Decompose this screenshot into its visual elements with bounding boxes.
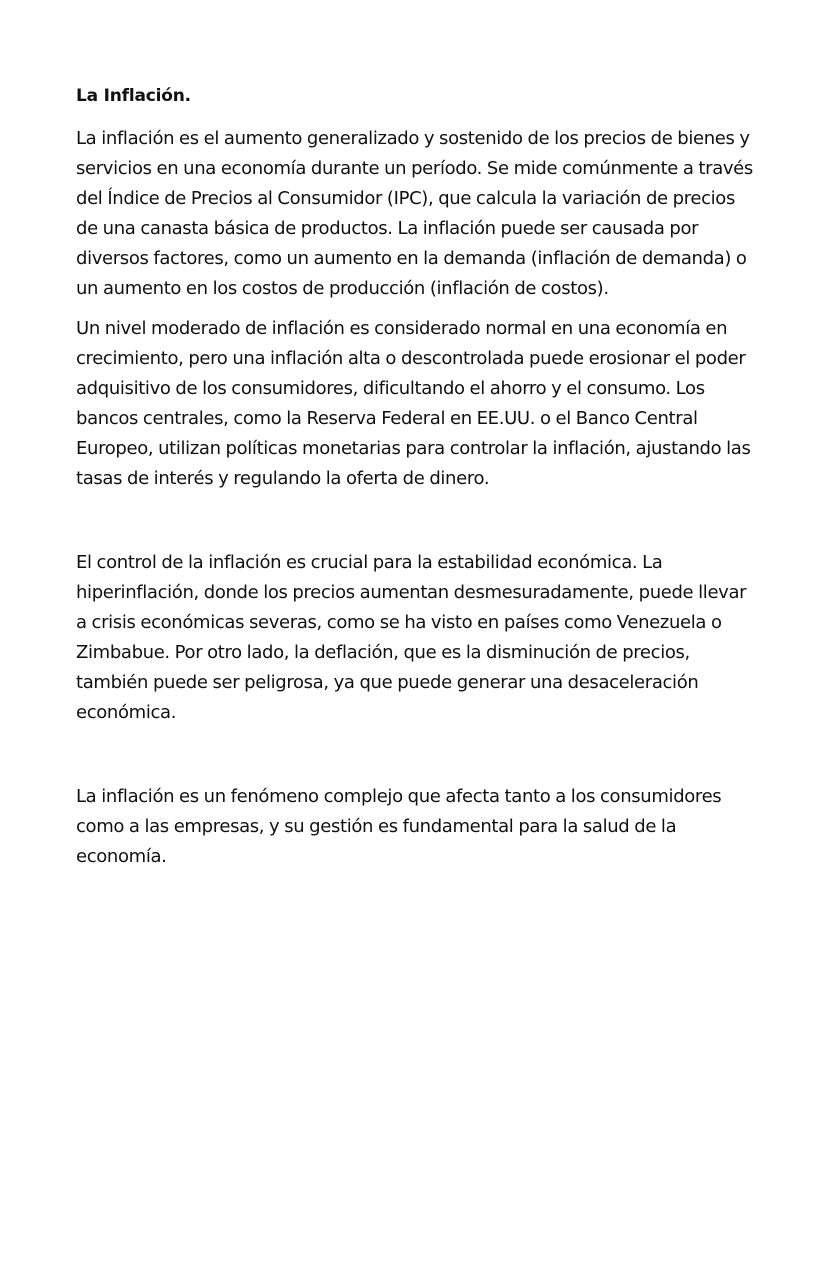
paragraph-control: El control de la inflación es crucial para la estabilidad económica. La hiperinflación, donde los precios aumentan desmesuradamente, puede llevar a crisis económicas severas, como se ha visto en países como Venezuela o Zimbabue. Por otro lado, la deflación, que es la disminución de precios, también puede ser peligrosa, ya que puede generar una desaceleración económica. xyxy=(76,552,747,723)
paragraph-conclusion: La inflación es un fenómeno complejo que afecta tanto a los consumidores como a las empresas, y su gestión es fundamental para la salud de la economía. xyxy=(76,786,722,867)
document-body xyxy=(76,84,756,872)
paragraph-definition: La inflación es el aumento generalizado y sostenido de los precios de bienes y servicios en una economía durante un período. Se mide comúnmente a través del Índice de Precios al Consumidor (IPC), que calcula la variación de precios de una canasta básica de productos. La inflación puede ser causada por diversos factores, como un aumento en la demanda (inflación de demanda) o un aumento en los costos de producción (inflación de costos). xyxy=(76,128,753,299)
document-title: La Inflación. xyxy=(76,86,191,106)
paragraph-moderate-inflation: Un nivel moderado de inflación es considerado normal en una economía en crecimiento, pero una inflación alta o descontrolada puede erosionar el poder adquisitivo de los consumidores, dificultando el ahorro y el consumo. Los bancos centrales, como la Reserva Federal en EE.UU. o el Banco Central Europeo, utilizan políticas monetarias para controlar la inflación, ajustando las tasas de interés y regulando la oferta de dinero. xyxy=(76,318,751,489)
